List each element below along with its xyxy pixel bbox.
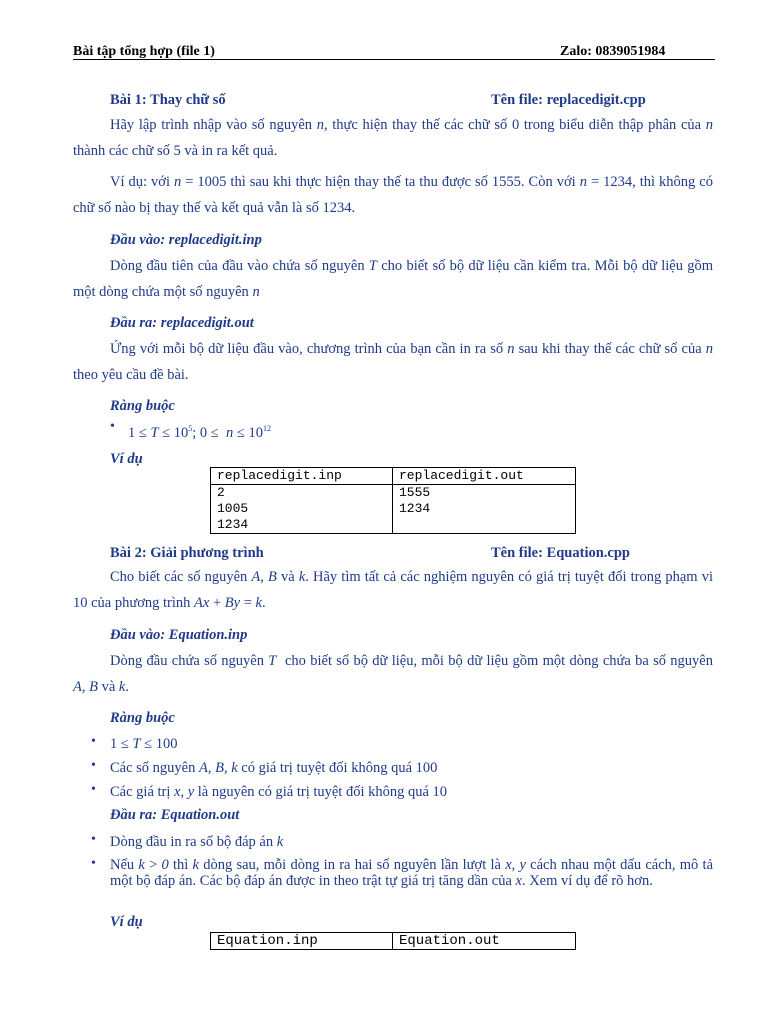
bai2-example-heading: Ví dụ xyxy=(110,914,143,930)
bai2-output-2: Nếu k > 0 thì k dòng sau, mỗi dòng in ra hai số nguyên lần lượt là x, y cách nhau một dấu cách, mô tả một bộ đáp án. Các bộ đáp án được in theo trật tự giá trị tăng dần của x. Xem ví dụ để rõ hơn. xyxy=(110,857,714,889)
bai2-output-1: Dòng đầu in ra số bộ đáp án k xyxy=(110,834,284,850)
bullet-icon: • xyxy=(91,856,96,871)
bai1-input-heading: Đầu vào: replacedigit.inp xyxy=(110,232,262,248)
bai1-constraint-heading: Ràng buộc xyxy=(110,398,175,414)
bai1-title: Bài 1: Thay chữ số xyxy=(110,92,226,108)
output-line: 1555 xyxy=(399,485,431,500)
bai2-example-table xyxy=(210,932,576,950)
input-line: 1005 xyxy=(217,501,249,516)
bai1-example-table xyxy=(210,467,576,534)
bullet-icon: • xyxy=(91,782,96,797)
bai1-example-heading: Ví dụ xyxy=(110,451,143,467)
bai2-output-heading: Đầu ra: Equation.out xyxy=(110,807,240,823)
bai2-constraint-heading: Ràng buộc xyxy=(110,710,175,726)
header-rule xyxy=(73,59,715,60)
bai2-file: Tên file: Equation.cpp xyxy=(491,545,630,561)
bai2-title: Bài 2: Giải phương trình xyxy=(110,545,264,561)
bai2-constraint-1: 1 ≤ T ≤ 100 xyxy=(110,736,178,752)
bai1-constraint: $1 \le T \le 10^5$; $0 \le n \le 10^{12}$ xyxy=(128,424,271,441)
bai2-constraint-2: Các số nguyên A, B, k có giá trị tuyệt đối không quá 100 xyxy=(110,760,438,776)
bai2-constraint-3: Các giá trị x, y là nguyên có giá trị tuyệt đối không quá 10 xyxy=(110,784,448,800)
input-line: 2 xyxy=(217,485,225,500)
table-header-input: Equation.inp xyxy=(211,933,393,950)
bullet-icon: • xyxy=(91,734,96,749)
bullet-icon: • xyxy=(91,758,96,773)
bai1-file: Tên file: replacedigit.cpp xyxy=(491,92,646,108)
bullet-icon: • xyxy=(110,419,115,434)
bai2-input-heading: Đầu vào: Equation.inp xyxy=(110,627,248,643)
table-output-cell xyxy=(393,485,576,534)
bai1-output-text: Ứng với mỗi bộ dữ liệu đầu vào, chương trình của bạn cần in ra số n sau khi thay thế các chữ số của n theo yêu cầu đề bài. xyxy=(73,341,713,383)
table-header-input: replacedigit.inp xyxy=(211,468,393,485)
bai1-paragraph-1: Hãy lập trình nhập vào số nguyên n, thực hiện thay thế các chữ số 0 trong biểu diễn thập phân của n thành các chữ số 5 và in ra kết quả. xyxy=(73,117,713,159)
output-line: 1234 xyxy=(399,501,431,516)
bai2-paragraph-1: Cho biết các số nguyên A, B và k. Hãy tìm tất cả các nghiệm nguyên có giá trị tuyệt đối trong phạm vi 10 của phương trình Ax + By = k. xyxy=(73,569,713,611)
contact-info: Zalo: 0839051984 xyxy=(560,44,666,59)
table-header-output: Equation.out xyxy=(393,933,576,950)
bai1-paragraph-2: Ví dụ: với n = 1005 thì sau khi thực hiện thay thế ta thu được số 1555. Còn với n = 1234, thì không có chữ số nào bị thay thế và kết quả vẫn là số 1234. xyxy=(73,174,713,216)
input-line: 1234 xyxy=(217,517,249,532)
table-input-cell xyxy=(211,485,393,534)
bullet-icon: • xyxy=(91,832,96,847)
bai2-input-text: Dòng đầu chứa số nguyên T cho biết số bộ dữ liệu, mỗi bộ dữ liệu gồm một dòng chứa ba số nguyên A, B và k. xyxy=(73,653,713,695)
bai1-input-text: Dòng đầu tiên của đầu vào chứa số nguyên T cho biết số bộ dữ liệu cần kiểm tra. Mỗi bộ dữ liệu gồm một dòng chứa một số nguyên n xyxy=(73,258,714,300)
bai1-output-heading: Đầu ra: replacedigit.out xyxy=(110,315,254,331)
table-header-output: replacedigit.out xyxy=(393,468,576,485)
document-title: Bài tập tổng hợp (file 1) xyxy=(73,44,215,59)
